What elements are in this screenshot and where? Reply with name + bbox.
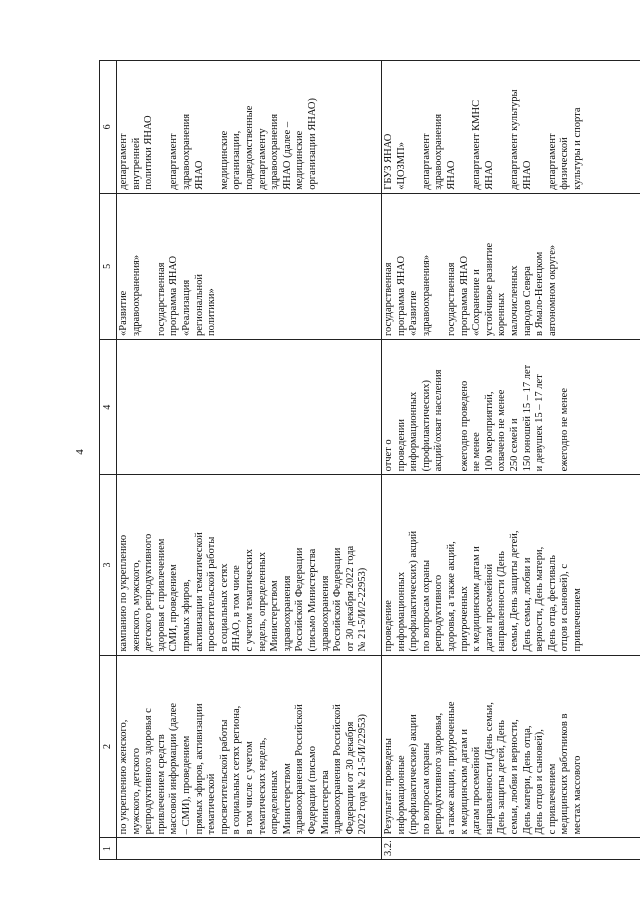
table-row — [117, 61, 382, 860]
text-line: тематических недель, — [256, 737, 268, 835]
text-line: акций/охват населения — [433, 369, 445, 472]
text-line: государственная — [383, 262, 394, 336]
text-line: программа ЯНАО — [168, 255, 180, 336]
text-line: День защиты детей, День — [496, 720, 508, 835]
text-line: СМИ, проведением — [168, 564, 180, 652]
text-line: «Развитие — [118, 290, 129, 336]
text-line: медицинские — [294, 130, 306, 190]
row-a-content-cell — [117, 475, 382, 655]
text-line: приуроченных — [458, 586, 470, 652]
text-line: информационных — [395, 571, 407, 652]
text-line: по укреплению женского, — [118, 719, 129, 835]
text-line: с привлечением — [546, 763, 558, 835]
text-line: департамент КМНС — [471, 99, 483, 190]
text-line: а также акции, приуроченные — [445, 701, 457, 835]
text-line: Федерации (письмо — [306, 746, 318, 835]
text-line: департамент — [546, 133, 558, 190]
text-line: 3.2. — [383, 840, 394, 856]
text-line: здравоохранения — [269, 113, 281, 190]
text-line: департамент культуры — [508, 89, 520, 190]
text-line: здоровья, а также акций, — [445, 541, 457, 652]
text-line: департамент — [118, 133, 129, 190]
text-line: (профилактических) — [420, 379, 432, 472]
text-line: организации ЯНАО) — [306, 98, 318, 190]
text-line: ЯНАО — [483, 160, 495, 190]
row-b-result-cell — [382, 340, 640, 475]
row-b-responsible-cell — [382, 61, 640, 194]
header-col-3: 3 — [100, 475, 117, 655]
text-line: здравоохранения — [433, 113, 445, 190]
text-line: информационных — [408, 391, 420, 472]
text-line: просветительской работы — [218, 719, 230, 835]
text-line: департаменту — [256, 128, 268, 190]
table-row — [382, 61, 640, 860]
text-line: ЯНАО — [193, 160, 205, 190]
text-line: Министерством — [269, 580, 281, 652]
text-line: направленности (День семьи, — [483, 702, 495, 835]
text-line: День матери, День отца, — [521, 725, 533, 835]
row-a-result-cell — [117, 340, 382, 475]
text-line: государственная — [445, 262, 457, 336]
text-line: политики» — [206, 288, 218, 336]
text-line: к медицинским датам и — [458, 728, 470, 835]
text-line: проведение — [383, 600, 394, 652]
line-gap — [446, 343, 459, 471]
row-b-event-cell — [382, 655, 640, 838]
text-line: региональной — [193, 274, 205, 336]
text-line: медицинские — [218, 130, 230, 190]
text-line: репродуктивного здоровья с — [143, 708, 155, 835]
line-gap — [206, 64, 219, 190]
line-gap — [496, 64, 509, 190]
text-line: репродуктивного — [433, 574, 445, 652]
text-line: мужского, детского — [130, 748, 142, 835]
text-line: 250 семей и — [508, 418, 520, 472]
row-b-content-cell — [382, 475, 640, 655]
text-line: (письмо Министерства — [306, 548, 318, 652]
text-line: устойчивое развитие — [483, 242, 495, 336]
line-gap — [408, 64, 421, 190]
text-line: подведомственные — [243, 105, 255, 190]
text-line: активизации тематической — [193, 532, 205, 652]
text-line: народов Севера — [521, 266, 533, 336]
text-line: здравоохранения» — [130, 254, 142, 336]
row-a-number-cell — [117, 838, 382, 860]
text-line: здравоохранения — [281, 575, 293, 652]
text-line: по вопросам охраны — [420, 559, 432, 652]
text-line: с учетом тематических — [243, 549, 255, 652]
text-line: Министерства — [319, 770, 331, 835]
text-line: в Ямало-Ненецком — [534, 251, 546, 336]
text-line: № 21-5/И/2-22953) — [357, 567, 369, 652]
line-gap — [534, 64, 547, 190]
text-line: «Реализация — [180, 279, 192, 336]
text-line: ежегодно проведено — [458, 380, 470, 472]
text-line: ЯНАО — [521, 160, 533, 190]
text-line: отцов и сыновей), с — [559, 563, 571, 652]
text-line: привлечением средств — [155, 734, 167, 835]
text-line: День семьи, любви и — [521, 557, 533, 652]
text-line: в социальных сетях региона, — [231, 705, 243, 835]
text-line: недель, определенных — [256, 552, 268, 652]
text-line: здравоохранения» — [420, 254, 432, 336]
text-line: «Развитие — [408, 290, 420, 336]
text-line: проведении — [395, 419, 407, 472]
text-line: Российской Федерации — [294, 547, 306, 652]
text-line: по вопросам охраны — [420, 742, 432, 835]
text-line: медицинских работников в — [559, 713, 571, 835]
text-line: «ЦОЗМП» — [395, 142, 407, 190]
text-line: коренных — [496, 292, 508, 336]
row-a-program-cell — [117, 193, 382, 339]
text-line: (профилактических) акций — [408, 530, 420, 652]
text-line: политики ЯНАО — [143, 115, 155, 190]
text-line: физической — [559, 137, 571, 190]
text-line: организации, — [231, 130, 243, 190]
text-line: кампанию по укреплению — [118, 534, 129, 652]
text-line: здоровья с привлечением — [155, 538, 167, 652]
text-line: здравоохранения — [180, 113, 192, 190]
row-b-program-cell — [382, 193, 640, 339]
text-line: ежегодно не менее — [559, 388, 571, 472]
text-line: детского репродуктивного — [143, 533, 155, 652]
row-a-responsible-cell — [117, 61, 382, 194]
line-gap — [433, 197, 446, 336]
text-line: программа ЯНАО — [458, 255, 470, 336]
text-line: семьи, любви и верности, — [508, 719, 520, 835]
text-line: просветительской работы — [206, 536, 218, 652]
text-line: малочисленных — [508, 265, 520, 336]
text-line: День отца, фестиваль — [546, 555, 558, 652]
text-line: датам просемейной — [471, 746, 483, 835]
text-line: прямых эфиров, — [180, 579, 192, 652]
row-b-number-cell — [382, 838, 640, 860]
text-line: семьи, День защиты детей, — [508, 530, 520, 652]
text-line: Результат: проведены — [383, 738, 394, 835]
text-line: здравоохранения Российской — [294, 704, 306, 835]
text-line: – СМИ), проведением — [180, 735, 192, 835]
text-line: Федерации от 30 декабря — [344, 721, 356, 835]
line-gap — [459, 64, 472, 190]
line-gap — [156, 64, 169, 190]
text-line: День отцов и сыновей), — [534, 729, 546, 835]
text-line: «Сохранение и — [471, 269, 483, 336]
text-line: охвачено не менее — [496, 389, 508, 472]
text-line: программа ЯНАО — [395, 255, 407, 336]
header-col-6: 6 — [100, 61, 117, 194]
text-line: Российской Федерации — [332, 547, 344, 652]
text-line: здравоохранения — [319, 575, 331, 652]
text-line: департамент — [420, 133, 432, 190]
text-line: и девушек 15 – 17 лет — [534, 374, 546, 472]
text-line: верности, День матери, — [534, 546, 546, 652]
text-line: (профилактические) акции — [408, 714, 420, 835]
text-line: отчет о — [383, 439, 394, 472]
text-line: к медицинским датам и — [471, 546, 483, 652]
text-line: от 30 декабря 2022 года — [344, 545, 356, 652]
rotated-page-content — [99, 60, 640, 860]
text-line: 2022 года № 21-5/И/22953) — [357, 714, 369, 835]
row-a-event-cell — [117, 655, 382, 838]
text-line: местах массового — [571, 755, 583, 835]
text-line: 100 мероприятий, — [483, 391, 495, 472]
text-line: здравоохранения Российской — [332, 704, 344, 835]
text-line: ЯНАО, в том числе — [231, 565, 243, 652]
text-line: ЯНАО (далее – — [281, 121, 293, 190]
text-line: не менее — [471, 432, 483, 472]
text-line: массовой информации (далее — [168, 702, 180, 835]
text-line: культуры и спорта — [571, 107, 583, 190]
text-line: информационные — [395, 755, 407, 835]
header-col-1: 1 — [100, 838, 117, 860]
text-line: ГБУЗ ЯНАО — [383, 133, 394, 190]
text-line: департамент — [168, 133, 180, 190]
text-line: репродуктивного здоровья, — [433, 712, 445, 835]
text-line: датам просемейной — [483, 563, 495, 652]
text-line: внутренней — [130, 137, 142, 190]
line-gap — [143, 197, 156, 336]
line-gap — [547, 343, 560, 471]
page-number: 4 — [74, 449, 86, 455]
text-line: автономном округе» — [546, 244, 558, 336]
text-line: прямых эфиров, активизации — [193, 703, 205, 835]
text-line: Министерством — [281, 763, 293, 835]
text-line: 150 юношей 15 – 17 лет — [521, 364, 533, 472]
header-col-5: 5 — [100, 193, 117, 339]
header-col-2: 2 — [100, 655, 117, 838]
table-header-row — [100, 61, 117, 860]
text-line: государственная — [155, 262, 167, 336]
text-line: в том числе с учетом — [243, 741, 255, 835]
text-line: определенных — [269, 770, 281, 835]
measures-table — [99, 60, 640, 860]
header-col-4: 4 — [100, 340, 117, 475]
text-line: направленности (День — [496, 551, 508, 652]
text-line: женского, мужского, — [130, 559, 142, 652]
text-line: ЯНАО — [445, 160, 457, 190]
text-line: привлечением — [571, 588, 583, 652]
text-line: в социальных сетях — [218, 563, 230, 652]
text-line: тематической — [206, 773, 218, 835]
